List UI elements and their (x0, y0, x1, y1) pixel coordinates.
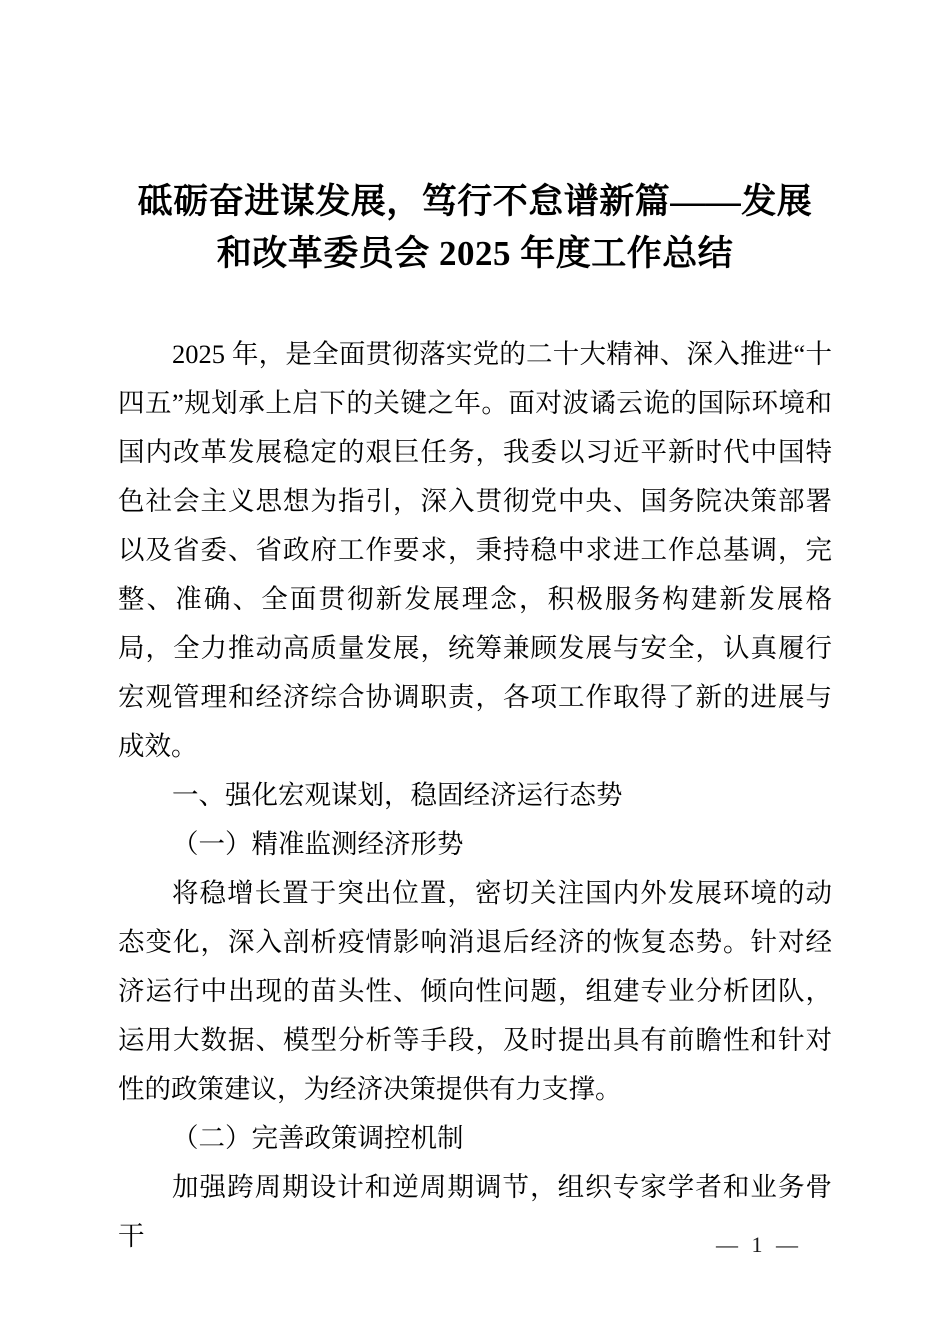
page-number: — 1 — (716, 1232, 802, 1257)
paragraph: 加强跨周期设计和逆周期调节，组织专家学者和业务骨干 (118, 1172, 832, 1251)
document-title-line-2: 和改革委员会 2025 年度工作总结 (216, 234, 734, 273)
paragraph: 2025 年，是全面贯彻落实党的二十大精神、深入推进“十四五”规划承上启下的关键之年。面对波谲云诡的国际环境和国内改革发展稳定的艰巨任务，我委以习近平新时代中国特色社会主义思想为指引，深入贯彻党中央、国务院决策部署以及省委、省政府工作要求，秉持稳中求进工作总基调，完整、准确、全面贯彻新发展理念，积极服务构建新发展格局，全力推动高质量发展，统筹兼顾发展与安全，认真履行宏观管理和经济综合协调职责，各项工作取得了新的进展与成效。 (118, 339, 832, 761)
document-title (118, 176, 832, 280)
document-title-line-1: 砥砺奋进谋发展，笃行不怠谱新篇——发展 (137, 182, 813, 221)
section-heading: 一、强化宏观谋划，稳固经济运行态势 (172, 780, 623, 810)
subsection-heading: （二）完善政策调控机制 (172, 1123, 464, 1153)
paragraph: 将稳增长置于突出位置，密切关注国内外发展环境的动态变化，深入剖析疫情影响消退后经济的恢复态势。针对经济运行中出现的苗头性、倾向性问题，组建专业分析团队，运用大数据、模型分析等手段，及时提出具有前瞻性和针对性的政策建议，为经济决策提供有力支撑。 (118, 878, 832, 1104)
document-content (118, 176, 832, 1261)
document-body (118, 330, 832, 1261)
subsection-heading: （一）精准监测经济形势 (172, 829, 464, 859)
